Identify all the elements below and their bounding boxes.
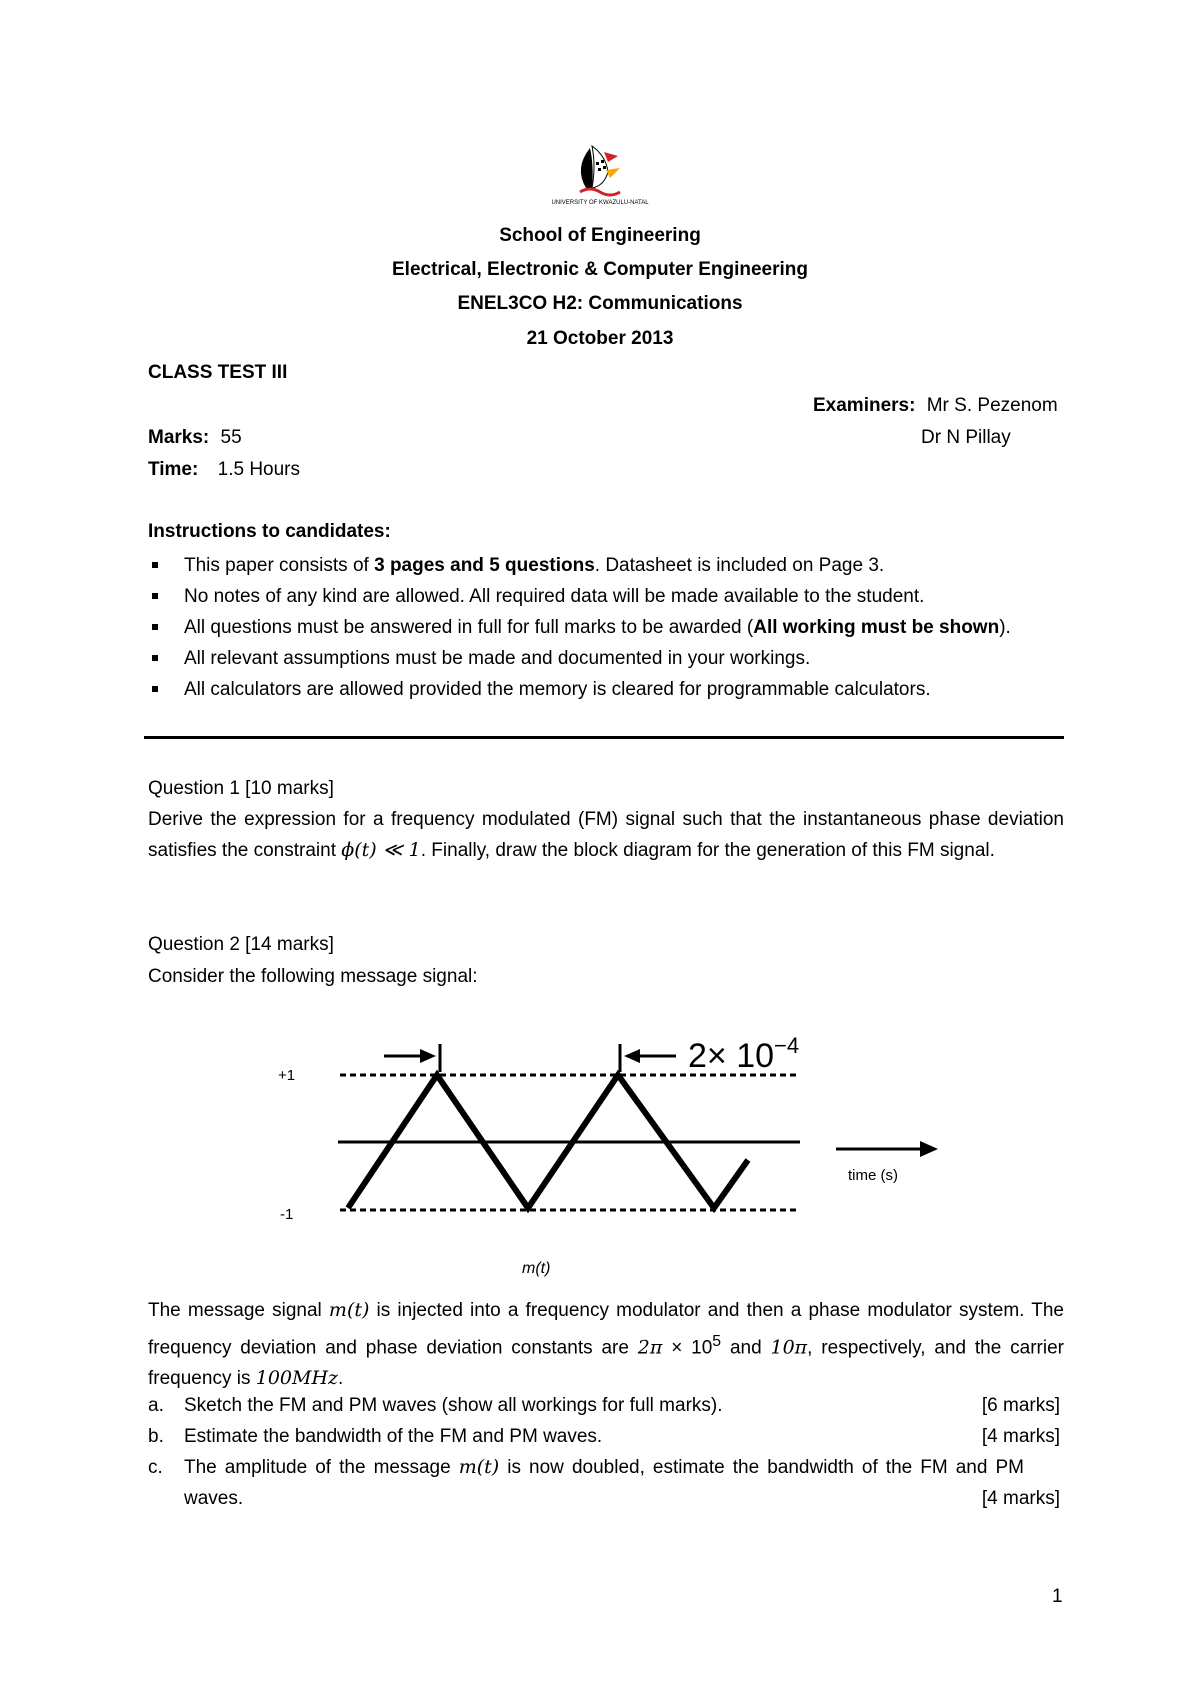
- time-axis-arrow-icon: [920, 1141, 938, 1157]
- question-2-paragraph: The message signal m(t) is injected into a frequency modulator and then a phase modulator system. The frequency deviation and phase deviation constants are $2\pi \times 10^5$ and 10π, respectively, and the carrier frequency is 100MHz.: [148, 1299, 1064, 1390]
- arrow-left-icon: [624, 1049, 640, 1063]
- university-logo: [551, 142, 649, 216]
- instruction-item: All questions must be answered in full for full marks to be awarded (All working must be shown).: [148, 612, 1064, 643]
- course-title: ENEL3CO H2: Communications: [457, 293, 743, 314]
- question-2-part-c: c. The amplitude of the message m(t) is now doubled, estimate the bandwidth of the FM and PM waves. [4 marks]: [148, 1452, 1064, 1516]
- bullet-square-icon: [152, 655, 158, 661]
- instructions-list: [148, 550, 1064, 705]
- marks-badge: [4 marks]: [981, 1426, 1060, 1447]
- bullet-square-icon: [152, 624, 158, 630]
- instruction-item: All calculators are allowed provided the memory is cleared for programmable calculators.: [148, 674, 1064, 705]
- examiner-2: Dr N Pillay: [921, 427, 1011, 448]
- logo-emblem: [551, 142, 649, 216]
- question-2-title: Question 2 [14 marks]: [148, 934, 334, 955]
- bullet-square-icon: [152, 562, 158, 568]
- marks-label: Marks:: [148, 427, 210, 448]
- exam-date: 21 October 2013: [526, 328, 674, 349]
- figure-caption: m(t): [522, 1260, 551, 1277]
- page-number: 1: [1052, 1586, 1063, 1607]
- logo-text: UNIVERSITY OF KWAZULU-NATAL: [551, 200, 649, 206]
- time-line: [148, 459, 300, 481]
- examiner-1: Mr S. Pezenom: [926, 395, 1058, 416]
- time-value: 1.5 Hours: [217, 459, 300, 480]
- marks-badge: [4 marks]: [981, 1488, 1060, 1509]
- bullet-square-icon: [152, 593, 158, 599]
- examiners-label: Examiners:: [813, 395, 916, 416]
- marks-line: [148, 427, 242, 449]
- question-2-intro: Consider the following message signal:: [148, 966, 478, 987]
- question-1-title: Question 1 [10 marks]: [148, 778, 334, 799]
- instructions-heading: Instructions to candidates:: [148, 521, 391, 542]
- period-label: $2\times 10^{-4}$: [688, 1033, 800, 1075]
- question-1-text: Derive the expression for a frequency modulated (FM) signal such that the instantaneous phase deviation satisfies the constraint ϕ(t) ≪ 1. Finally, draw the block diagram for the generation of this FM signal.: [148, 809, 1064, 861]
- y-bottom-label: -1: [280, 1206, 294, 1223]
- marks-value: 55: [220, 427, 242, 448]
- test-title: CLASS TEST III: [148, 362, 288, 383]
- marks-badge: [6 marks]: [981, 1395, 1060, 1416]
- time-axis-label: time (s): [848, 1167, 898, 1184]
- bullet-square-icon: [152, 686, 158, 692]
- examiners-line: [813, 395, 1058, 417]
- instruction-item: No notes of any kind are allowed. All required data will be made available to the student.: [148, 581, 1064, 612]
- arrow-right-icon: [420, 1049, 436, 1063]
- instruction-item: This paper consists of 3 pages and 5 questions. Datasheet is included on Page 3.: [148, 550, 1064, 581]
- y-top-label: +1: [278, 1067, 296, 1084]
- department-title: Electrical, Electronic & Computer Engineering: [392, 259, 808, 280]
- section-divider: [144, 736, 1064, 739]
- school-title: School of Engineering: [499, 225, 701, 246]
- message-signal-figure: [0, 1020, 1200, 1280]
- instruction-item: All relevant assumptions must be made and documented in your workings.: [148, 643, 1064, 674]
- time-label: Time:: [148, 459, 199, 480]
